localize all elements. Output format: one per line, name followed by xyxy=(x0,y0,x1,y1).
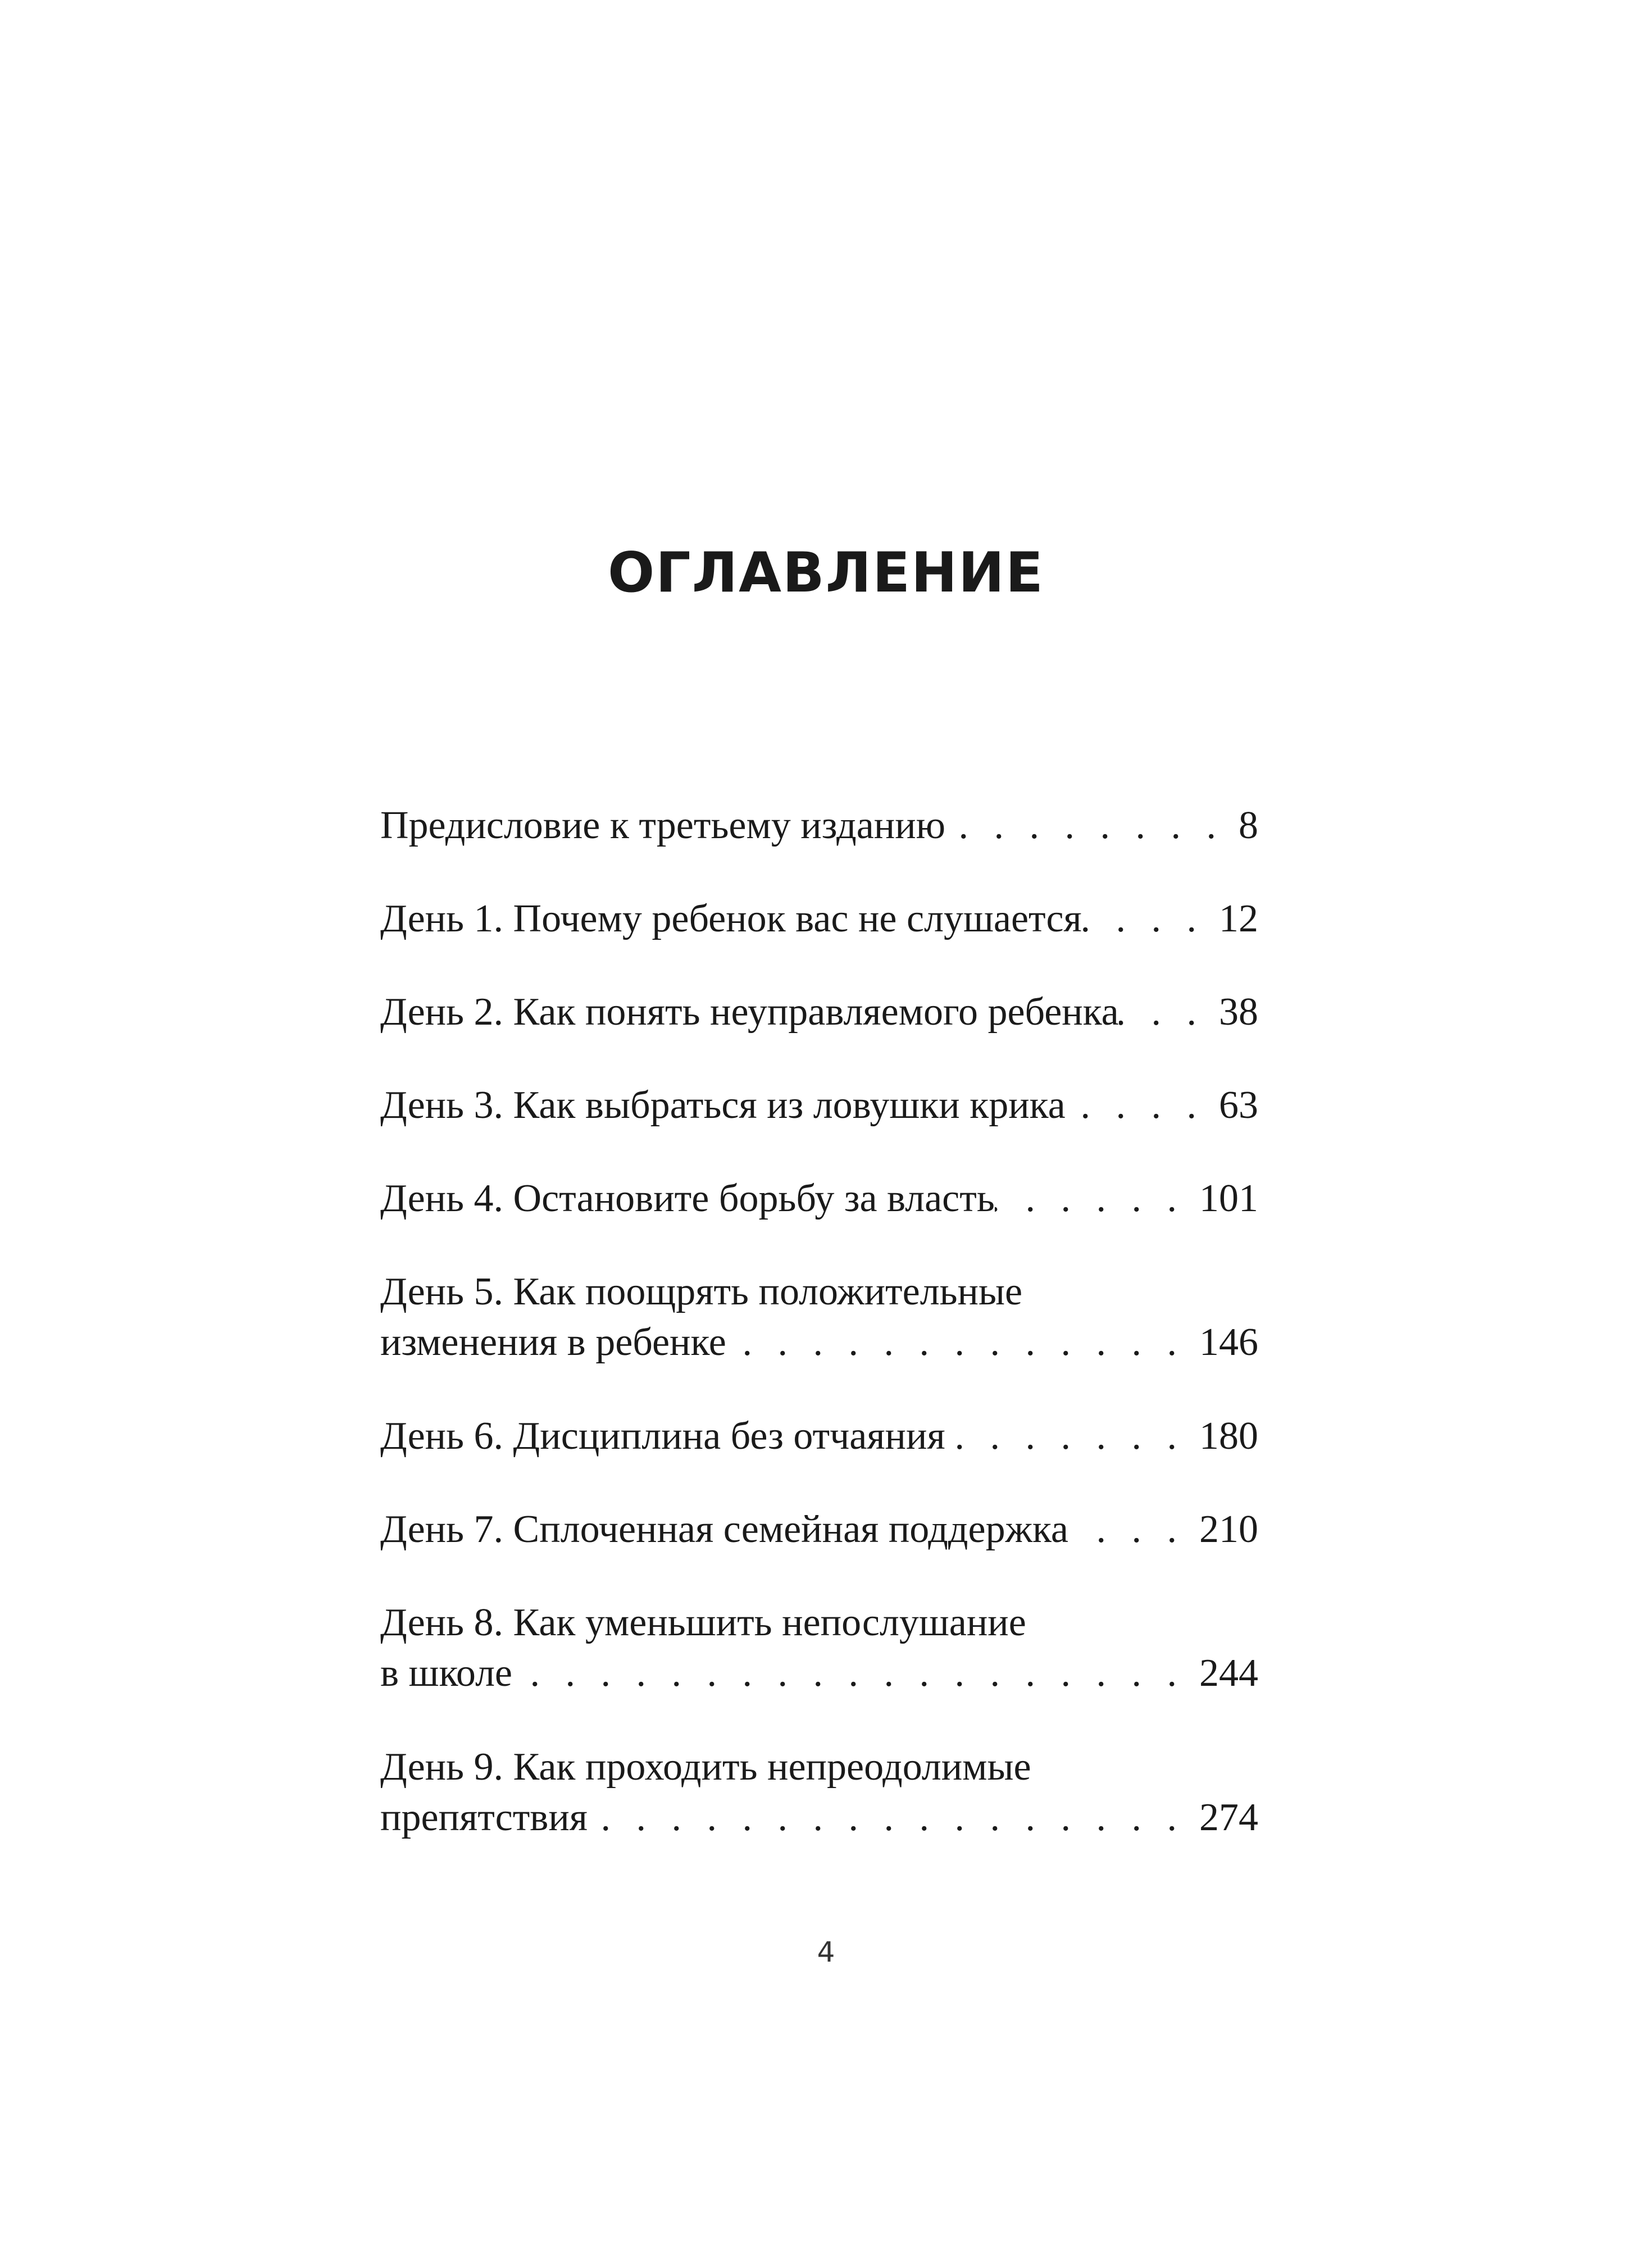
toc-leader-dots xyxy=(1119,987,1219,1038)
toc-entry[interactable] xyxy=(380,1080,1258,1131)
toc-entry-page: 38 xyxy=(1219,990,1258,1034)
toc-entry-title: День 2. Как понять неуправляемого ребенка xyxy=(380,990,1119,1034)
toc-entry[interactable] xyxy=(380,800,1258,851)
page-number: 4 xyxy=(817,1936,835,1968)
toc-leader-dots xyxy=(726,1317,1199,1368)
toc-leader-dots xyxy=(995,1173,1199,1224)
toc-leader-dots xyxy=(945,800,1239,851)
toc-leader-dots xyxy=(512,1648,1199,1699)
toc-entry[interactable] xyxy=(380,1598,1258,1699)
toc-entry-page: 146 xyxy=(1199,1321,1258,1364)
toc-leader-dots xyxy=(1082,894,1219,944)
toc-entry-title: День 6. Дисциплина без отчаяния xyxy=(380,1414,945,1458)
toc-entry-title-line1: День 9. Как проходить непреодолимые xyxy=(380,1745,1031,1789)
toc-entry-page: 63 xyxy=(1219,1084,1258,1127)
toc-entry[interactable] xyxy=(380,1504,1258,1555)
toc-entry-page: 8 xyxy=(1239,804,1258,847)
toc-entry-title: изменения в ребенке xyxy=(380,1321,726,1364)
toc-entry[interactable] xyxy=(380,894,1258,944)
toc-entry-page: 244 xyxy=(1199,1652,1258,1695)
toc-entry[interactable] xyxy=(380,1173,1258,1224)
toc-entry[interactable] xyxy=(380,1411,1258,1462)
toc-entry-title: Предисловие к третьему изданию xyxy=(380,804,946,847)
toc-entry-page: 210 xyxy=(1199,1508,1258,1551)
toc-entry[interactable] xyxy=(380,1742,1258,1843)
toc-entry-page: 12 xyxy=(1219,897,1258,940)
toc-entry-title: День 3. Как выбраться из ловушки крика xyxy=(380,1084,1066,1127)
toc-entry-title-line1: День 8. Как уменьшить непослушание xyxy=(380,1601,1026,1644)
toc-entry-title-line1: День 5. Как поощрять положительные xyxy=(380,1270,1023,1313)
toc-leader-dots xyxy=(945,1411,1199,1462)
page-title: ОГЛАВЛЕНИЕ xyxy=(607,541,1044,605)
toc-leader-dots xyxy=(588,1793,1199,1843)
toc-entry-title: День 1. Почему ребенок вас не слушается xyxy=(380,897,1082,940)
toc-entry-page: 101 xyxy=(1199,1177,1258,1220)
toc-leader-dots xyxy=(1066,1080,1219,1131)
toc-entry-page: 180 xyxy=(1199,1414,1258,1458)
toc-entry-title: День 4. Остановите борьбу за власть xyxy=(380,1177,995,1220)
toc-entry[interactable] xyxy=(380,987,1258,1038)
toc-entry-page: 274 xyxy=(1199,1796,1258,1839)
toc-entry-title: День 7. Сплоченная семейная поддержка xyxy=(380,1508,1068,1551)
toc-entry[interactable] xyxy=(380,1267,1258,1368)
toc-entry-title: препятствия xyxy=(380,1796,588,1839)
toc-leader-dots xyxy=(1068,1504,1199,1555)
toc-entry-title: в школе xyxy=(380,1652,512,1695)
